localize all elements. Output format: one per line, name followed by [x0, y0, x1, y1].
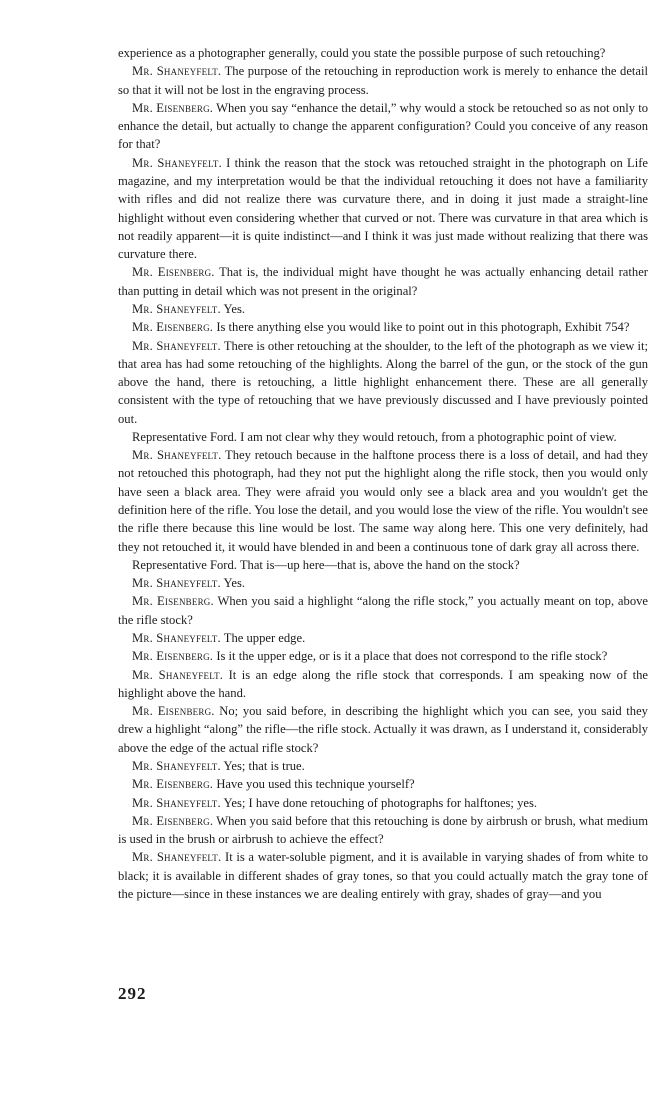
speaker-name: Mr. Shaneyfelt. — [132, 758, 221, 773]
paragraph — [118, 99, 648, 154]
speaker-name: Mr. Eisenberg. — [132, 594, 214, 609]
paragraph-text: No; you said before, in describing the highlight which you can see, you said they drew a highlight “along” the rifle—the rifle stock. Actually it was drawn, as I understand it, considerably above the edge of the actual rifle stock? — [118, 704, 648, 755]
speaker-name: Mr. Shaneyfelt. — [132, 338, 221, 353]
paragraph-text: There is other retouching at the shoulder, to the left of the photograph as we view it; that area has had some retouching of the highlights. Along the barrel of the gun, or the stock of the gun above the hand, there is retouching, a little highlight enhancement there. These are all generally consistent with the type of retouching that we have previously discussed and I have previously pointed out. — [118, 338, 648, 426]
paragraph — [118, 154, 648, 264]
paragraph-text: The purpose of the retouching in reproduction work is merely to enhance the detail so that it will not be lost in the engraving process. — [118, 64, 648, 97]
paragraph — [118, 775, 648, 793]
paragraph — [118, 263, 648, 300]
paragraph-text: It is a water-soluble pigment, and it is available in varying shades of from white to black; it is available in different shades of gray tones, so that you could actually match the gray tone of the picture—since in these instances we are dealing entirely with gray, shades of gray—and you — [118, 850, 648, 901]
speaker-name: Mr. Shaneyfelt. — [132, 448, 222, 463]
paragraph — [118, 647, 648, 665]
testimony-text — [118, 44, 648, 903]
paragraph — [118, 848, 648, 903]
paragraph-text: That is—up here—that is, above the hand on the stock? — [239, 557, 520, 572]
speaker-name: Mr. Eisenberg. — [132, 649, 214, 664]
paragraph — [118, 592, 648, 629]
paragraph — [118, 556, 648, 574]
paragraph-text: When you said before that this retouching is done by airbrush or brush, what medium is used in the brush or airbrush to achieve the effect? — [118, 813, 648, 847]
paragraph — [118, 62, 648, 99]
paragraph — [118, 337, 648, 428]
paragraph — [118, 574, 648, 592]
speaker-name: Mr. Eisenberg. — [132, 704, 215, 719]
speaker-name: Mr. Eisenberg. — [132, 813, 214, 828]
paragraph — [118, 666, 648, 703]
speaker-name: Mr. Shaneyfelt. — [132, 631, 221, 645]
paragraph-text: That is, the individual might have thought he was actually enhancing detail rather than putting in detail which was not present in the original? — [118, 265, 648, 298]
paragraph — [118, 318, 648, 336]
paragraph — [118, 812, 648, 849]
paragraph-text: Yes. — [223, 301, 245, 316]
paragraph-text: I am not clear why they would retouch, from a photographic point of view. — [240, 429, 617, 444]
paragraph-text: When you said a highlight “along the rifle stock,” you actually meant on top, above the rifle stock? — [118, 594, 648, 627]
speaker-name: Mr. Eisenberg. — [132, 320, 214, 335]
speaker-name: Representative Ford. — [132, 429, 237, 444]
speaker-name: Mr. Shaneyfelt. — [132, 850, 222, 865]
speaker-name: Mr. Shaneyfelt. — [132, 301, 221, 316]
paragraph-text: When you say “enhance the detail,” why would a stock be retouched so as not only to enhance the detail, but actually to change the apparent configuration? Could you conceive of any reason for that? — [118, 100, 648, 152]
paragraph-text: Yes. — [223, 576, 245, 591]
paragraph-text: Yes; I have done retouching of photographs for halftones; yes. — [223, 795, 538, 810]
paragraph — [118, 446, 648, 556]
speaker-name: Mr. Shaneyfelt. — [132, 155, 222, 170]
speaker-name: Mr. Shaneyfelt. — [132, 64, 222, 79]
paragraph — [118, 629, 648, 647]
paragraph-text: Have you used this technique yourself? — [216, 777, 415, 792]
speaker-name: Mr. Eisenberg. — [132, 777, 214, 792]
paragraph — [118, 428, 648, 446]
paragraph — [118, 44, 648, 62]
paragraph — [118, 794, 648, 812]
paragraph — [118, 702, 648, 757]
speaker-name: Mr. Shaneyfelt. — [132, 576, 221, 591]
speaker-name: Mr. Shaneyfelt. — [132, 795, 221, 810]
paragraph — [118, 757, 648, 775]
speaker-name: Representative Ford. — [132, 557, 237, 572]
paragraph-text: Is it the upper edge, or is it a place that does not correspond to the rifle stock? — [216, 649, 608, 664]
speaker-name: Mr. Eisenberg. — [132, 265, 215, 280]
paragraph-text: I think the reason that the stock was retouched straight in the photograph on Life magazine, and my interpretation would be that the individual retouching it does not have a familiarity with rifles and did not realize there was curvature there, and in doing it just made a straight-line highlight without even considering whether that curved or not. There was curvature in that area which is not readily apparent—it is quite indistinct—and I think it was just made without realizing that there was curvature there. — [118, 155, 648, 262]
paragraph-text: experience as a photographer generally, could you state the possible purpose of such retouching? — [118, 46, 606, 60]
page-number: 292 — [118, 984, 147, 1003]
paragraph-text: The upper edge. — [223, 631, 306, 645]
paragraph — [118, 300, 648, 318]
paragraph-text: Is there anything else you would like to point out in this photograph, Exhibit 754? — [216, 320, 630, 335]
speaker-name: Mr. Shaneyfelt. — [132, 667, 224, 682]
speaker-name: Mr. Eisenberg. — [132, 100, 214, 115]
paragraph-text: They retouch because in the halftone process there is a loss of detail, and had they not retouched this photograph, had they not put the highlight along the rifle stock, then you would only have seen a black area. They were afraid you would only see a black area and you wouldn't get the definition here of the rifle. You lose the detail, and you would lose the view of the rifle. You wouldn't see the rifle there because this line would be lost. The same way along here. This one very definitely, had they not retouched it, it would have blended in and been a continuous tone of dark gray all across there. — [118, 448, 648, 554]
paragraph-text: Yes; that is true. — [223, 758, 305, 773]
paragraph-text: It is an edge along the rifle stock that corresponds. I am speaking now of the highlight above the hand. — [118, 667, 648, 700]
